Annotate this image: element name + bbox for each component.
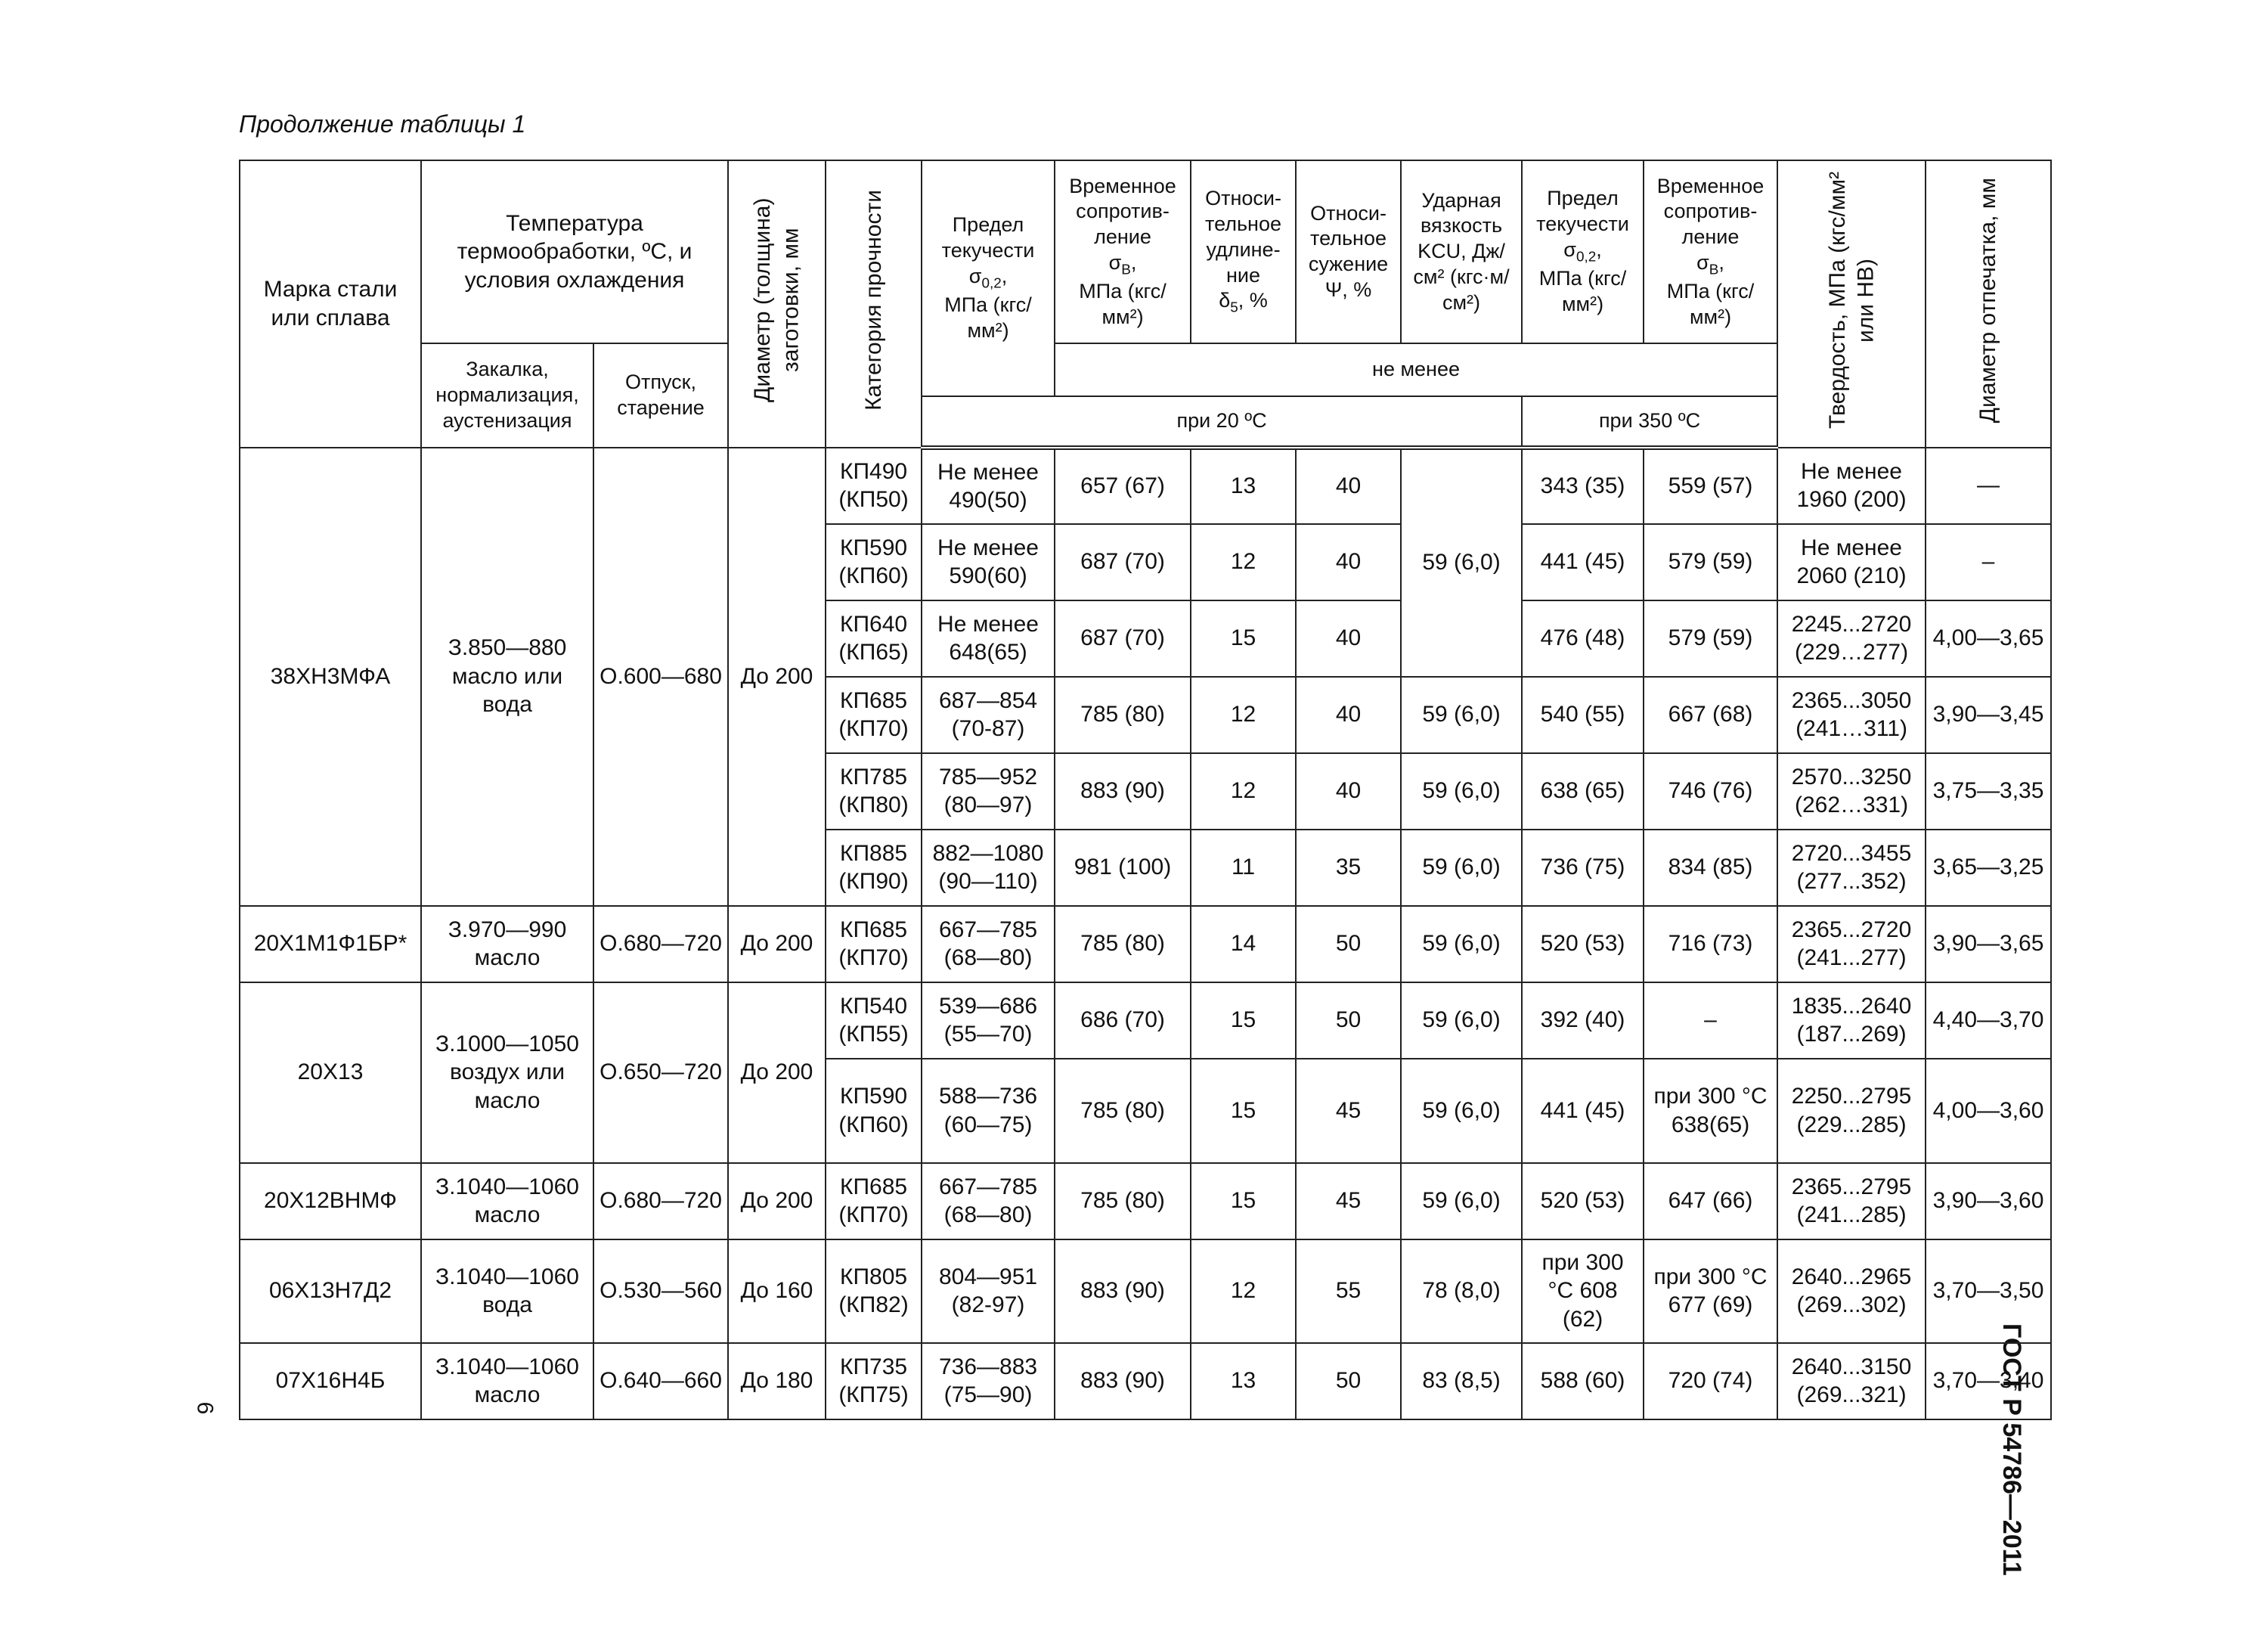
hardness-cell: 2570...3250 (262…331) [1777, 753, 1926, 830]
yield-350-cell: 736 (75) [1522, 830, 1644, 906]
quench-value: З.1040—1060 масло [421, 1343, 593, 1419]
hardness-cell: Не менее 1960 (200) [1777, 448, 1926, 524]
diameter-value: До 200 [728, 448, 826, 906]
tensile-cell: 687 (70) [1055, 600, 1191, 677]
yield-350-cell: 588 (60) [1522, 1343, 1644, 1419]
imprint-cell: 3,70—3,40 [1926, 1343, 2051, 1419]
hardness-cell: 2720...3455 (277...352) [1777, 830, 1926, 906]
category-cell: КП590 (КП60) [826, 1059, 922, 1163]
category-cell: КП490 (КП50) [826, 448, 922, 524]
yield-350-cell: при 300 °С 608 (62) [1522, 1239, 1644, 1343]
tensile-350-cell: при 300 °С 638(65) [1644, 1059, 1777, 1163]
document-code: ГОСТ Р 54786—2011 [1997, 1323, 2026, 1576]
tensile-cell: 785 (80) [1055, 1163, 1191, 1239]
steel-grade: 06Х13Н7Д2 [240, 1239, 421, 1343]
reduction-cell: 50 [1296, 906, 1401, 982]
diameter-value: До 180 [728, 1343, 826, 1419]
reduction-cell: 50 [1296, 1343, 1401, 1419]
header-tensile: Временное сопротив-ление $\sigma_В$, МПа (кгс/мм²) [1055, 160, 1191, 343]
yield-350-cell: 540 (55) [1522, 677, 1644, 753]
table-row [240, 982, 2051, 1059]
yield-350-cell: 343 (35) [1522, 448, 1644, 524]
header-reduction: Относи-тельное сужение Ψ, % [1296, 160, 1401, 343]
reduction-cell: 40 [1296, 524, 1401, 600]
yield-cell: 588—736 (60—75) [922, 1059, 1055, 1163]
yield-350-cell: 638 (65) [1522, 753, 1644, 830]
temper-value: О.650—720 [593, 982, 728, 1163]
tensile-cell: 687 (70) [1055, 524, 1191, 600]
header-yield: Предел текучести $\sigma_{0,2}$, МПа (кгс/мм²) [922, 160, 1055, 396]
imprint-cell: — [1926, 448, 2051, 524]
category-cell: КП590 (КП60) [826, 524, 922, 600]
imprint-cell: 3,90—3,65 [1926, 906, 2051, 982]
temper-value: О.530—560 [593, 1239, 728, 1343]
yield-cell: Не менее 590(60) [922, 524, 1055, 600]
diameter-value: До 200 [728, 1163, 826, 1239]
hardness-cell: Не менее 2060 (210) [1777, 524, 1926, 600]
tensile-cell: 785 (80) [1055, 677, 1191, 753]
yield-350-cell: 392 (40) [1522, 982, 1644, 1059]
yield-cell: 667—785 (68—80) [922, 906, 1055, 982]
header-hardness: Твердость, МПа (кгс/мм² или НВ) [1777, 160, 1926, 448]
impact-cell: 59 (6,0) [1401, 753, 1522, 830]
category-cell: КП735 (КП75) [826, 1343, 922, 1419]
yield-350-cell: 520 (53) [1522, 906, 1644, 982]
impact-cell: 59 (6,0) [1401, 677, 1522, 753]
imprint-cell: 3,90—3,60 [1926, 1163, 2051, 1239]
reduction-cell: 50 [1296, 982, 1401, 1059]
tensile-350-cell: 720 (74) [1644, 1343, 1777, 1419]
imprint-cell: 3,70—3,50 [1926, 1239, 2051, 1343]
yield-350-cell: 520 (53) [1522, 1163, 1644, 1239]
category-cell: КП685 (КП70) [826, 906, 922, 982]
table-row [240, 1163, 2051, 1239]
header-at-20: при 20 ºС [922, 396, 1522, 448]
yield-cell: 804—951 (82-97) [922, 1239, 1055, 1343]
diameter-value: До 160 [728, 1239, 826, 1343]
table-row [240, 1239, 2051, 1343]
header-elongation: Относи-тельное удлине-ние $\delta_5$, % [1191, 160, 1296, 343]
category-cell: КП785 (КП80) [826, 753, 922, 830]
temper-value: О.600—680 [593, 448, 728, 906]
imprint-cell: 3,75—3,35 [1926, 753, 2051, 830]
tensile-350-cell: 579 (59) [1644, 524, 1777, 600]
impact-cell: 59 (6,0) [1401, 1059, 1522, 1163]
tensile-350-cell: 834 (85) [1644, 830, 1777, 906]
impact-cell: 59 (6,0) [1401, 982, 1522, 1059]
page-number: 6 [192, 1401, 218, 1415]
temper-value: О.680—720 [593, 1163, 728, 1239]
header-quench: Закалка, нормализация, аустенизация [421, 343, 593, 448]
impact-cell: 78 (8,0) [1401, 1239, 1522, 1343]
hardness-cell: 1835...2640 (187...269) [1777, 982, 1926, 1059]
reduction-cell: 40 [1296, 753, 1401, 830]
elongation-cell: 14 [1191, 906, 1296, 982]
header-temper: Отпуск, старение [593, 343, 728, 448]
temper-value: О.680—720 [593, 906, 728, 982]
tensile-350-cell: – [1644, 982, 1777, 1059]
hardness-cell: 2250...2795 (229...285) [1777, 1059, 1926, 1163]
header-category: Категория прочности [826, 160, 922, 448]
category-cell: КП685 (КП70) [826, 677, 922, 753]
tensile-350-cell: 647 (66) [1644, 1163, 1777, 1239]
yield-cell: 736—883 (75—90) [922, 1343, 1055, 1419]
imprint-cell: 4,40—3,70 [1926, 982, 2051, 1059]
yield-cell: 882—1080 (90—110) [922, 830, 1055, 906]
table-caption: Продолжение таблицы 1 [239, 110, 526, 138]
yield-cell: 539—686 (55—70) [922, 982, 1055, 1059]
yield-350-cell: 476 (48) [1522, 600, 1644, 677]
imprint-cell: 3,65—3,25 [1926, 830, 2051, 906]
elongation-cell: 13 [1191, 448, 1296, 524]
tensile-cell: 657 (67) [1055, 448, 1191, 524]
hardness-cell: 2640...3150 (269...321) [1777, 1343, 1926, 1419]
tensile-cell: 785 (80) [1055, 906, 1191, 982]
category-cell: КП540 (КП55) [826, 982, 922, 1059]
header-at-350: при 350 ºС [1522, 396, 1777, 448]
category-cell: КП805 (КП82) [826, 1239, 922, 1343]
hardness-cell: 2365...2720 (241...277) [1777, 906, 1926, 982]
impact-cell: 83 (8,5) [1401, 1343, 1522, 1419]
yield-cell: Не менее 648(65) [922, 600, 1055, 677]
header-tensile-350: Временное сопротив-ление $\sigma_В$, МПа (кгс/мм²) [1644, 160, 1777, 343]
quench-value: З.1040—1060 масло [421, 1163, 593, 1239]
reduction-cell: 40 [1296, 677, 1401, 753]
yield-350-cell: 441 (45) [1522, 1059, 1644, 1163]
elongation-cell: 15 [1191, 600, 1296, 677]
reduction-cell: 55 [1296, 1239, 1401, 1343]
header-imprint: Диаметр отпечатка, мм [1926, 160, 2051, 448]
yield-350-cell: 441 (45) [1522, 524, 1644, 600]
reduction-cell: 35 [1296, 830, 1401, 906]
header-not-less: не менее [1055, 343, 1777, 396]
hardness-cell: 2365...2795 (241...285) [1777, 1163, 1926, 1239]
steel-grade: 20Х1М1Ф1БР* [240, 906, 421, 982]
yield-cell: 667—785 (68—80) [922, 1163, 1055, 1239]
tensile-350-cell: 579 (59) [1644, 600, 1777, 677]
tensile-cell: 883 (90) [1055, 1239, 1191, 1343]
imprint-cell: 3,90—3,45 [1926, 677, 2051, 753]
category-cell: КП885 (КП90) [826, 830, 922, 906]
quench-value: З.1040—1060 вода [421, 1239, 593, 1343]
tensile-350-cell: 746 (76) [1644, 753, 1777, 830]
yield-cell: 785—952 (80—97) [922, 753, 1055, 830]
imprint-cell: 4,00—3,65 [1926, 600, 2051, 677]
imprint-cell: – [1926, 524, 2051, 600]
yield-cell: Не менее 490(50) [922, 448, 1055, 524]
impact-cell: 59 (6,0) [1401, 448, 1522, 677]
header-impact: Ударная вязкость KCU, Дж/см² (кгс·м/см²) [1401, 160, 1522, 343]
reduction-cell: 45 [1296, 1059, 1401, 1163]
elongation-cell: 15 [1191, 982, 1296, 1059]
reduction-cell: 45 [1296, 1163, 1401, 1239]
reduction-cell: 40 [1296, 448, 1401, 524]
steel-grade: 07Х16Н4Б [240, 1343, 421, 1419]
reduction-cell: 40 [1296, 600, 1401, 677]
header-yield-350: Предел текучести $\sigma_{0,2}$, МПа (кгс/мм²) [1522, 160, 1644, 343]
elongation-cell: 12 [1191, 677, 1296, 753]
quench-value: З.970—990 масло [421, 906, 593, 982]
steel-grade: 38ХН3МФА [240, 448, 421, 906]
category-cell: КП640 (КП65) [826, 600, 922, 677]
steel-grade: 20Х12ВНМФ [240, 1163, 421, 1239]
tensile-350-cell: 559 (57) [1644, 448, 1777, 524]
properties-table [239, 160, 2052, 1420]
elongation-cell: 12 [1191, 524, 1296, 600]
category-cell: КП685 (КП70) [826, 1163, 922, 1239]
header-diameter: Диаметр (толщина) заготовки, мм [728, 160, 826, 448]
tensile-cell: 686 (70) [1055, 982, 1191, 1059]
diameter-value: До 200 [728, 982, 826, 1163]
steel-grade: 20Х13 [240, 982, 421, 1163]
elongation-cell: 11 [1191, 830, 1296, 906]
elongation-cell: 15 [1191, 1163, 1296, 1239]
diameter-value: До 200 [728, 906, 826, 982]
tensile-350-cell: 716 (73) [1644, 906, 1777, 982]
hardness-cell: 2365...3050 (241…311) [1777, 677, 1926, 753]
temper-value: О.640—660 [593, 1343, 728, 1419]
tensile-cell: 883 (90) [1055, 1343, 1191, 1419]
tensile-350-cell: при 300 °С 677 (69) [1644, 1239, 1777, 1343]
impact-cell: 59 (6,0) [1401, 1163, 1522, 1239]
tensile-cell: 883 (90) [1055, 753, 1191, 830]
header-steel: Марка стали или сплава [240, 160, 421, 448]
elongation-cell: 13 [1191, 1343, 1296, 1419]
table-row [240, 1343, 2051, 1419]
table-row [240, 906, 2051, 982]
header-temperature: Температура термообработки, ºС, и условия охлаждения [421, 160, 728, 343]
quench-value: З.850—880 масло или вода [421, 448, 593, 906]
elongation-cell: 12 [1191, 753, 1296, 830]
elongation-cell: 15 [1191, 1059, 1296, 1163]
quench-value: З.1000—1050 воздух или масло [421, 982, 593, 1163]
hardness-cell: 2640...2965 (269...302) [1777, 1239, 1926, 1343]
yield-cell: 687—854 (70-87) [922, 677, 1055, 753]
impact-cell: 59 (6,0) [1401, 830, 1522, 906]
table-row [240, 448, 2051, 524]
tensile-350-cell: 667 (68) [1644, 677, 1777, 753]
elongation-cell: 12 [1191, 1239, 1296, 1343]
tensile-cell: 785 (80) [1055, 1059, 1191, 1163]
tensile-cell: 981 (100) [1055, 830, 1191, 906]
impact-cell: 59 (6,0) [1401, 906, 1522, 982]
imprint-cell: 4,00—3,60 [1926, 1059, 2051, 1163]
hardness-cell: 2245...2720 (229…277) [1777, 600, 1926, 677]
